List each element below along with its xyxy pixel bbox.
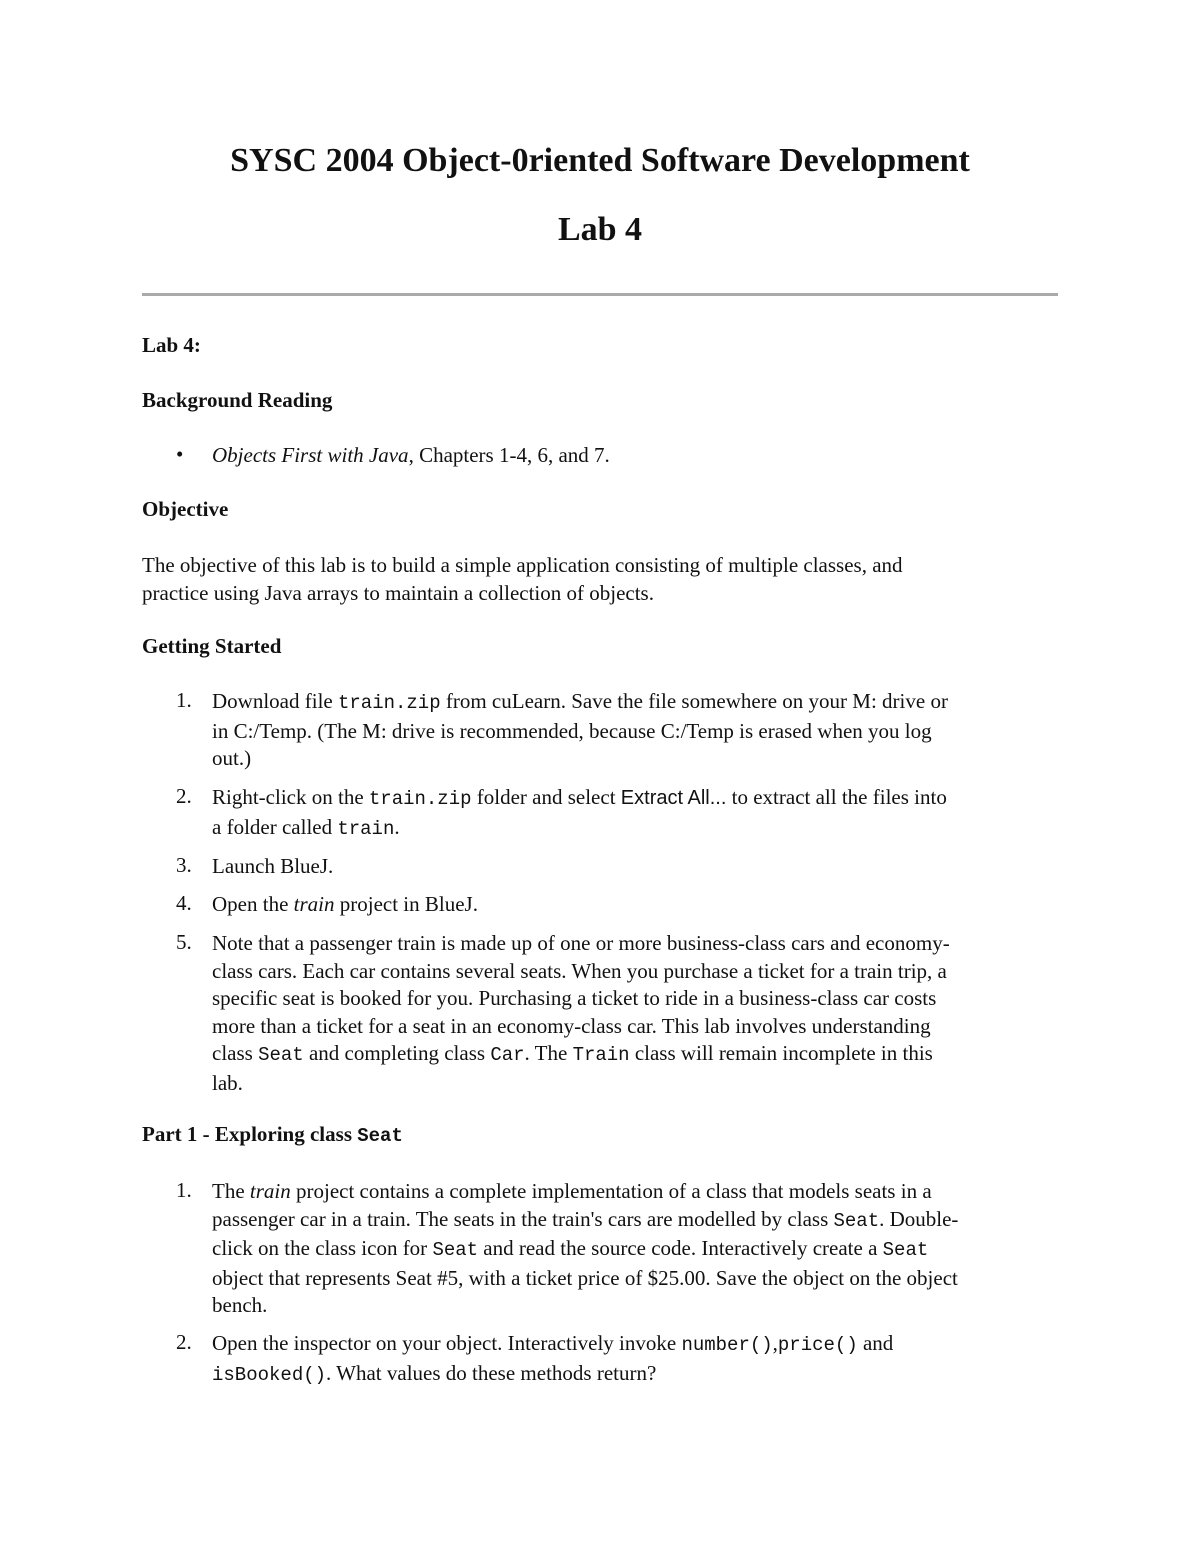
list-item: The train project contains a complete implementation of a class that models seats in a passenger car in a train. The seats in the train's cars are modelled by class Seat. Double- click on the class icon for Seat and read the source code. Interactively create a Seat object that represents Seat #5, with a ticket price of $25.00. Save the object on the object bench.	[212, 1179, 959, 1317]
part1-heading: Part 1 - Exploring class Seat	[142, 1122, 403, 1147]
list-item: Right-click on the train.zip folder and select Extract All... to extract all the files into a folder called train.	[212, 785, 947, 840]
bullet-icon: •	[176, 442, 184, 466]
document-subtitle: Lab 4	[557, 211, 643, 248]
list-item: Download file train.zip from cuLearn. Save the file somewhere on your M: drive or in C:/Temp. (The M: drive is recommended, because C:/Temp is erased when you log out.)	[212, 689, 948, 770]
objective-heading: Objective	[142, 497, 229, 521]
background-heading: Background Reading	[142, 388, 333, 412]
objective-text: The objective of this lab is to build a simple application consisting of multiple classes, and practice using Java arrays to maintain a collection of objects.	[142, 553, 903, 605]
getting-started-heading: Getting Started	[142, 634, 282, 658]
horizontal-rule	[142, 293, 1058, 296]
document-title: SYSC 2004 Object-0riented Software Development	[230, 142, 970, 179]
list-number: 4.	[176, 891, 192, 915]
list-number: 5.	[176, 930, 192, 954]
list-item: Open the train project in BlueJ.	[212, 892, 478, 916]
background-item: Objects First with Java, Chapters 1-4, 6, and 7.	[212, 443, 610, 467]
list-number: 1.	[176, 1178, 192, 1202]
list-number: 2.	[176, 1330, 192, 1354]
list-number: 2.	[176, 784, 192, 808]
list-item: Note that a passenger train is made up of one or more business-class cars and economy- class cars. Each car contains several seats. When you purchase a ticket for a train trip, a specific seat is booked for you. Purchasing a ticket to ride in a business-class car costs more than a ticket for a seat in an economy-class car. This lab involves understanding class Seat and completing class Car. The Train class will remain incomplete in this lab.	[212, 931, 950, 1095]
list-number: 1.	[176, 688, 192, 712]
list-number: 3.	[176, 853, 192, 877]
list-item: Open the inspector on your object. Interactively invoke number(),price() and isBooked(). What values do these methods return?	[212, 1331, 894, 1386]
lab-heading: Lab 4:	[142, 333, 201, 357]
list-item: Launch BlueJ.	[212, 854, 334, 878]
